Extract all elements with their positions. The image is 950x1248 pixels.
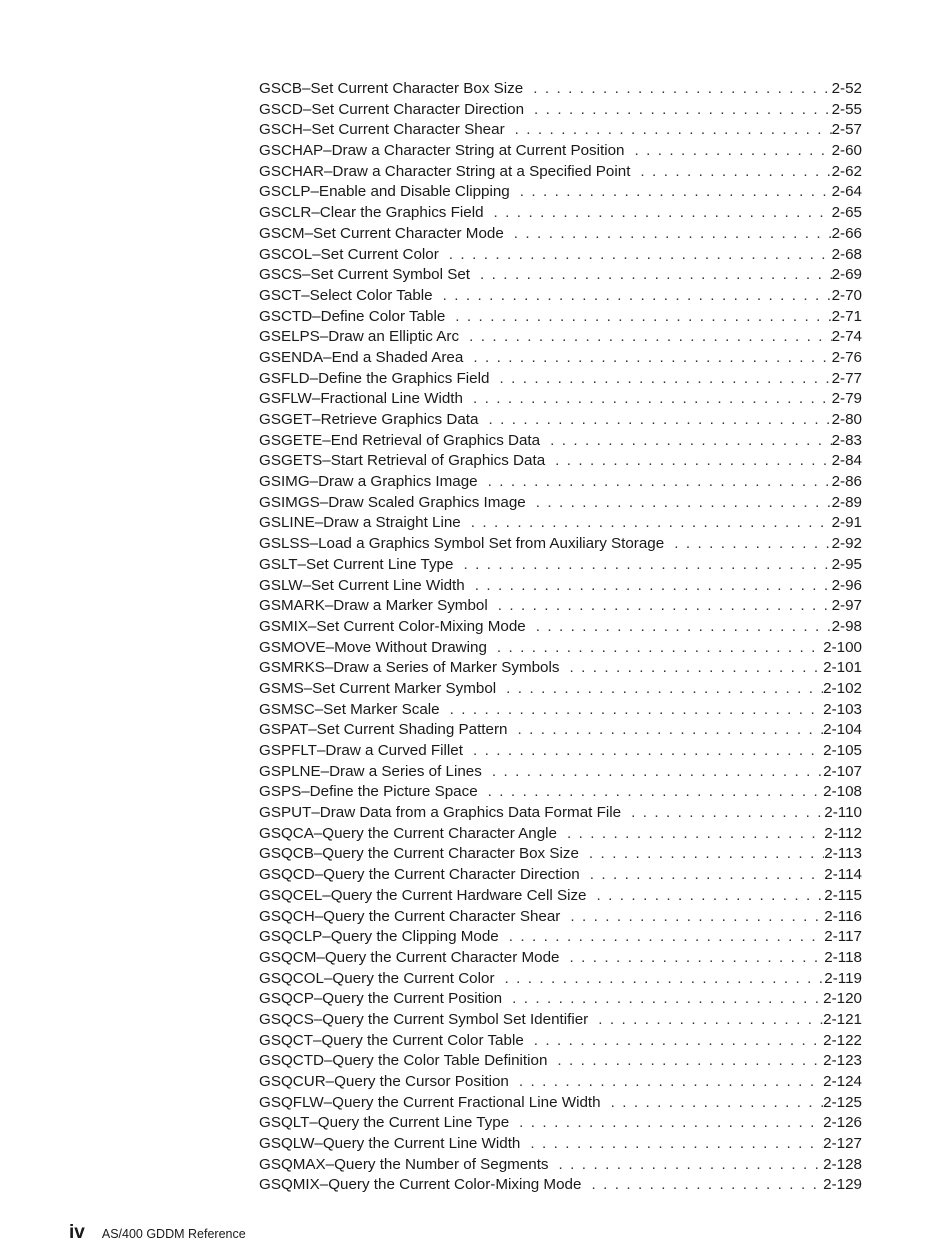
- toc-entry[interactable]: [259, 513, 862, 534]
- toc-entry-title: GSQCH–Query the Current Character Shear: [259, 907, 561, 925]
- toc-dot-leader: [440, 700, 824, 721]
- toc-entry-title: GSFLD–Define the Graphics Field: [259, 369, 490, 387]
- toc-entry[interactable]: [259, 555, 862, 576]
- toc-entry[interactable]: [259, 700, 862, 721]
- toc-entry[interactable]: [259, 472, 862, 493]
- toc-dot-leader: [465, 576, 832, 597]
- toc-entry-page-number: 2-128: [823, 1155, 862, 1173]
- toc-entry-title: GSQCOL–Query the Current Color: [259, 969, 495, 987]
- toc-entry-title: GSQCT–Query the Current Color Table: [259, 1031, 524, 1049]
- toc-entry-title: GSMRKS–Draw a Series of Marker Symbols: [259, 659, 560, 677]
- toc-entry-title: GSQCB–Query the Current Character Box Size: [259, 845, 579, 863]
- toc-entry-title: GSPFLT–Draw a Curved Fillet: [259, 742, 463, 759]
- toc-dot-leader: [588, 1010, 823, 1031]
- toc-entry[interactable]: [259, 493, 862, 514]
- toc-entry-page-number: 2-120: [823, 990, 862, 1008]
- toc-entry-page-number: 2-123: [823, 1052, 862, 1070]
- toc-dot-leader: [601, 1093, 824, 1114]
- toc-entry-title: GSPLNE–Draw a Series of Lines: [259, 762, 482, 780]
- toc-entry-title: GSGETS–Start Retrieval of Graphics Data: [259, 452, 546, 470]
- toc-dot-leader: [495, 969, 825, 990]
- toc-dot-leader: [459, 327, 832, 348]
- toc-dot-leader: [524, 1031, 823, 1052]
- toc-entry[interactable]: [259, 1155, 862, 1176]
- toc-dot-leader: [557, 824, 824, 845]
- toc-entry[interactable]: [259, 969, 862, 990]
- table-of-contents: [259, 79, 862, 1196]
- toc-entry-title: GSLW–Set Current Line Width: [259, 576, 465, 594]
- toc-entry-page-number: 2-127: [823, 1135, 862, 1153]
- toc-entry-title: GSPS–Define the Picture Space: [259, 783, 478, 801]
- toc-entry[interactable]: [259, 389, 862, 410]
- toc-dot-leader: [488, 596, 832, 617]
- toc-entry-page-number: 2-91: [831, 514, 862, 532]
- toc-entry[interactable]: [259, 534, 862, 555]
- toc-dot-leader: [496, 679, 823, 700]
- toc-entry[interactable]: [259, 989, 862, 1010]
- toc-entry[interactable]: [259, 658, 862, 679]
- toc-dot-leader: [581, 1175, 823, 1196]
- toc-entry[interactable]: [259, 1010, 862, 1031]
- toc-dot-leader: [478, 472, 832, 493]
- toc-entry-page-number: 2-124: [823, 1073, 862, 1090]
- toc-dot-leader: [545, 451, 831, 472]
- toc-entry[interactable]: [259, 886, 862, 907]
- toc-entry-title: GSQLT–Query the Current Line Type: [259, 1114, 510, 1132]
- toc-entry[interactable]: [259, 327, 862, 348]
- toc-dot-leader: [489, 369, 831, 390]
- toc-dot-leader: [579, 844, 824, 865]
- toc-entry-page-number: 2-125: [823, 1093, 862, 1111]
- toc-entry-title: GSMARK–Draw a Marker Symbol: [259, 597, 488, 615]
- toc-dot-leader: [470, 265, 832, 286]
- toc-entry[interactable]: [259, 1031, 862, 1052]
- toc-entry-title: GSQCLP–Query the Clipping Mode: [259, 928, 499, 946]
- toc-dot-leader: [433, 286, 832, 307]
- toc-entry-page-number: 2-100: [823, 638, 862, 656]
- toc-entry-page-number: 2-68: [831, 245, 862, 263]
- toc-entry-title: GSQCD–Query the Current Character Direction: [259, 866, 580, 884]
- toc-entry-page-number: 2-62: [831, 162, 862, 180]
- toc-entry-page-number: 2-57: [831, 121, 862, 139]
- toc-entry-title: GSQCS–Query the Current Symbol Set Identifier: [259, 1010, 589, 1028]
- toc-entry-title: GSENDA–End a Shaded Area: [259, 348, 464, 366]
- toc-entry-page-number: 2-86: [831, 473, 862, 491]
- toc-dot-leader: [510, 182, 832, 203]
- toc-entry-page-number: 2-105: [823, 742, 862, 759]
- toc-entry-page-number: 2-119: [824, 969, 862, 987]
- toc-entry-title: GSQMIX–Query the Current Color-Mixing Mode: [259, 1176, 582, 1194]
- toc-entry-title: GSGET–Retrieve Graphics Data: [259, 411, 479, 428]
- toc-entry-title: GSMIX–Set Current Color-Mixing Mode: [259, 617, 526, 635]
- toc-dot-leader: [461, 513, 832, 534]
- toc-dot-leader: [621, 803, 824, 824]
- toc-dot-leader: [560, 948, 825, 969]
- toc-entry-title: GSCLR–Clear the Graphics Field: [259, 204, 484, 222]
- toc-entry-page-number: 2-69: [831, 266, 862, 284]
- toc-entry-page-number: 2-95: [831, 555, 862, 573]
- toc-entry[interactable]: [259, 762, 862, 783]
- toc-entry-page-number: 2-129: [823, 1176, 862, 1194]
- toc-entry-title: GSCOL–Set Current Color: [259, 245, 439, 263]
- toc-entry-page-number: 2-83: [831, 431, 862, 449]
- toc-entry[interactable]: [259, 679, 862, 700]
- toc-dot-leader: [587, 886, 825, 907]
- toc-entry-title: GSFLW–Fractional Line Width: [259, 390, 463, 408]
- toc-entry[interactable]: [259, 782, 862, 803]
- toc-dot-leader: [439, 245, 832, 266]
- toc-entry[interactable]: [259, 182, 862, 203]
- toc-entry-page-number: 2-115: [824, 886, 862, 904]
- toc-entry[interactable]: [259, 1134, 862, 1155]
- toc-entry[interactable]: [259, 265, 862, 286]
- toc-dot-leader: [524, 100, 832, 121]
- toc-entry[interactable]: [259, 307, 862, 328]
- toc-entry-title: GSCD–Set Current Character Direction: [259, 100, 525, 118]
- toc-entry-page-number: 2-60: [831, 142, 862, 160]
- toc-dot-leader: [478, 410, 831, 431]
- toc-entry-title: GSQCA–Query the Current Character Angle: [259, 824, 557, 842]
- toc-dot-leader: [499, 927, 825, 948]
- toc-entry-page-number: 2-103: [823, 700, 862, 718]
- toc-entry[interactable]: [259, 1113, 862, 1134]
- toc-dot-leader: [509, 1072, 823, 1093]
- toc-entry[interactable]: [259, 410, 862, 431]
- toc-entry-title: GSLINE–Draw a Straight Line: [259, 514, 461, 532]
- toc-entry[interactable]: [259, 79, 862, 100]
- toc-dot-leader: [463, 741, 823, 762]
- toc-dot-leader: [630, 162, 831, 183]
- toc-entry-title: GSMSC–Set Marker Scale: [259, 700, 440, 718]
- toc-entry[interactable]: [259, 286, 862, 307]
- toc-entry-title: GSCB–Set Current Character Box Size: [259, 80, 524, 97]
- toc-dot-leader: [463, 389, 832, 410]
- toc-entry[interactable]: [259, 596, 862, 617]
- toc-entry-page-number: 2-80: [831, 411, 862, 428]
- toc-entry-title: GSMS–Set Current Marker Symbol: [259, 679, 497, 697]
- toc-entry[interactable]: [259, 617, 862, 638]
- toc-entry-title: GSCH–Set Current Character Shear: [259, 121, 505, 139]
- toc-entry-title: GSCS–Set Current Symbol Set: [259, 266, 471, 284]
- toc-dot-leader: [505, 120, 832, 141]
- toc-entry[interactable]: [259, 741, 862, 762]
- toc-dot-leader: [526, 617, 832, 638]
- toc-entry[interactable]: [259, 451, 862, 472]
- toc-entry-page-number: 2-71: [831, 307, 862, 325]
- toc-entry-page-number: 2-89: [831, 493, 862, 511]
- toc-entry[interactable]: [259, 120, 862, 141]
- toc-entry[interactable]: [259, 1175, 862, 1196]
- toc-entry-page-number: 2-104: [823, 721, 862, 739]
- toc-entry-title: GSCTD–Define Color Table: [259, 307, 446, 325]
- toc-entry-title: GSQMAX–Query the Number of Segments: [259, 1155, 549, 1173]
- toc-entry-page-number: 2-126: [823, 1114, 862, 1132]
- toc-entry-page-number: 2-101: [823, 659, 862, 677]
- toc-dot-leader: [540, 431, 832, 452]
- toc-entry-title: GSQCEL–Query the Current Hardware Cell Size: [259, 886, 587, 904]
- toc-entry-title: GSQCTD–Query the Color Table Definition: [259, 1052, 548, 1070]
- page-footer: [69, 1222, 246, 1244]
- toc-entry-page-number: 2-66: [831, 224, 862, 242]
- toc-entry-page-number: 2-112: [824, 824, 862, 842]
- toc-entry-title: GSGETE–End Retrieval of Graphics Data: [259, 431, 541, 449]
- toc-entry[interactable]: [259, 369, 862, 390]
- toc-entry-title: GSQCUR–Query the Cursor Position: [259, 1073, 509, 1090]
- toc-entry-page-number: 2-74: [831, 328, 862, 346]
- toc-entry[interactable]: [259, 803, 862, 824]
- toc-entry[interactable]: [259, 348, 862, 369]
- toc-entry-page-number: 2-122: [823, 1031, 862, 1049]
- toc-entry-title: GSCHAP–Draw a Character String at Current Position: [259, 142, 625, 160]
- toc-dot-leader: [547, 1051, 823, 1072]
- toc-entry-page-number: 2-79: [831, 390, 862, 408]
- toc-entry[interactable]: [259, 844, 862, 865]
- toc-entry[interactable]: [259, 203, 862, 224]
- toc-entry[interactable]: [259, 576, 862, 597]
- toc-entry-page-number: 2-121: [823, 1010, 862, 1028]
- toc-dot-leader: [478, 782, 823, 803]
- toc-entry[interactable]: [259, 1051, 862, 1072]
- toc-entry-page-number: 2-97: [831, 597, 862, 615]
- toc-entry-title: GSQFLW–Query the Current Fractional Line Width: [259, 1093, 601, 1111]
- footer-page-number: iv: [69, 1222, 85, 1243]
- toc-dot-leader: [580, 865, 825, 886]
- toc-entry[interactable]: [259, 824, 862, 845]
- toc-entry-title: GSLSS–Load a Graphics Symbol Set from Auxiliary Storage: [259, 535, 665, 553]
- toc-entry[interactable]: [259, 865, 862, 886]
- toc-entry[interactable]: [259, 1072, 862, 1093]
- toc-entry-title: GSELPS–Draw an Elliptic Arc: [259, 328, 460, 346]
- toc-entry-page-number: 2-116: [824, 907, 862, 925]
- toc-entry-page-number: 2-55: [831, 100, 862, 118]
- toc-entry[interactable]: [259, 141, 862, 162]
- toc-entry-title: GSCM–Set Current Character Mode: [259, 224, 504, 242]
- toc-entry[interactable]: [259, 907, 862, 928]
- toc-entry-title: GSMOVE–Move Without Drawing: [259, 638, 487, 656]
- toc-entry-page-number: 2-52: [831, 80, 862, 97]
- toc-entry-page-number: 2-113: [824, 845, 862, 863]
- toc-entry-page-number: 2-118: [824, 948, 862, 966]
- toc-entry[interactable]: [259, 927, 862, 948]
- toc-entry-page-number: 2-102: [823, 679, 862, 697]
- toc-dot-leader: [560, 907, 824, 928]
- toc-entry-page-number: 2-108: [823, 783, 862, 801]
- toc-dot-leader: [526, 493, 832, 514]
- toc-entry[interactable]: [259, 638, 862, 659]
- toc-entry-title: GSQLW–Query the Current Line Width: [259, 1135, 521, 1153]
- toc-entry-title: GSCLP–Enable and Disable Clipping: [259, 183, 510, 201]
- toc-entry-title: GSIMG–Draw a Graphics Image: [259, 473, 478, 491]
- toc-dot-leader: [453, 555, 831, 576]
- toc-dot-leader: [664, 534, 831, 555]
- toc-dot-leader: [520, 1134, 823, 1155]
- toc-entry[interactable]: [259, 162, 862, 183]
- toc-entry-page-number: 2-70: [831, 286, 862, 304]
- toc-entry-page-number: 2-117: [824, 928, 862, 946]
- toc-dot-leader: [463, 348, 831, 369]
- toc-entry[interactable]: [259, 431, 862, 452]
- toc-entry-page-number: 2-110: [824, 804, 862, 822]
- toc-entry[interactable]: [259, 1093, 862, 1114]
- toc-dot-leader: [484, 203, 832, 224]
- toc-entry[interactable]: [259, 245, 862, 266]
- toc-entry-title: GSCHAR–Draw a Character String at a Specified Point: [259, 162, 631, 180]
- toc-dot-leader: [487, 638, 823, 659]
- toc-entry[interactable]: [259, 100, 862, 121]
- toc-entry-title: GSIMGS–Draw Scaled Graphics Image: [259, 493, 526, 511]
- toc-entry-title: GSLT–Set Current Line Type: [259, 555, 454, 573]
- toc-entry-title: GSCT–Select Color Table: [259, 286, 433, 304]
- toc-entry-page-number: 2-107: [823, 762, 862, 780]
- toc-entry[interactable]: [259, 720, 862, 741]
- toc-entry-page-number: 2-65: [831, 204, 862, 222]
- toc-entry-page-number: 2-96: [831, 576, 862, 594]
- toc-dot-leader: [523, 79, 831, 100]
- footer-book-title: AS/400 GDDM Reference: [101, 1227, 246, 1241]
- toc-entry-title: GSQCP–Query the Current Position: [259, 990, 503, 1008]
- toc-dot-leader: [509, 1113, 823, 1134]
- toc-entry-page-number: 2-76: [831, 348, 862, 366]
- toc-entry[interactable]: [259, 948, 862, 969]
- toc-dot-leader: [507, 720, 823, 741]
- toc-entry-page-number: 2-84: [831, 452, 862, 470]
- toc-dot-leader: [445, 307, 831, 328]
- toc-dot-leader: [504, 224, 832, 245]
- toc-entry-page-number: 2-77: [831, 369, 862, 387]
- toc-entry-title: GSPAT–Set Current Shading Pattern: [259, 721, 508, 739]
- toc-dot-leader: [559, 658, 823, 679]
- toc-entry[interactable]: [259, 224, 862, 245]
- toc-dot-leader: [625, 141, 832, 162]
- toc-entry-page-number: 2-114: [824, 866, 862, 884]
- toc-dot-leader: [482, 762, 823, 783]
- toc-entry-title: GSQCM–Query the Current Character Mode: [259, 948, 560, 966]
- toc-dot-leader: [502, 989, 823, 1010]
- toc-entry-title: GSPUT–Draw Data from a Graphics Data Format File: [259, 804, 622, 822]
- toc-entry-page-number: 2-98: [831, 617, 862, 635]
- toc-dot-leader: [549, 1155, 824, 1176]
- toc-entry-page-number: 2-64: [831, 183, 862, 201]
- toc-entry-page-number: 2-92: [831, 535, 862, 553]
